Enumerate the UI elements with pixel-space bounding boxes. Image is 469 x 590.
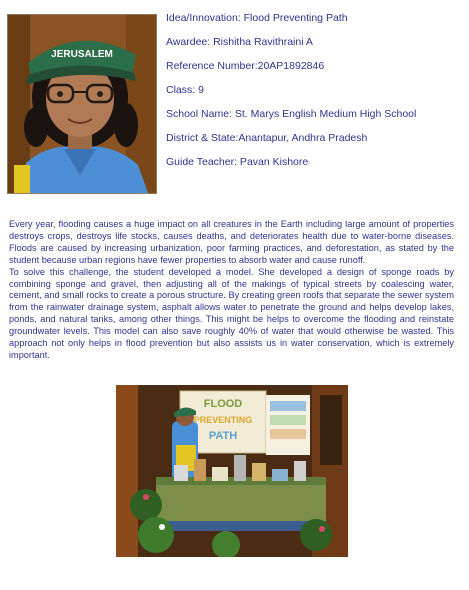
district-state: District & State:Anantapur, Andhra Pradesh [166, 132, 368, 144]
description-paragraph-1: Every year, flooding causes a huge impact on all creatures in the Earth including large amount of properties destroys crops, destroys life stocks, causes deaths, and deteriorates health due to water-borne diseases. Floods are caused by increasing urbanization, poor farming practices, and deforestation, as stated by the student because urban regions have fewer properties to absorb water and cause runoff. [9, 219, 454, 265]
cap-label [8, 15, 156, 193]
description [9, 219, 454, 362]
banner-line-3: PATH [208, 430, 238, 442]
idea-title: Idea/Innovation: Flood Preventing Path [166, 12, 348, 24]
guide-teacher: Guide Teacher: Pavan Kishore [166, 156, 309, 168]
awardee-info [166, 12, 466, 180]
model-photo [116, 385, 348, 557]
awardee-name: Awardee: Rishitha Ravithraini A [166, 36, 313, 48]
banner-line-2: PREVENTING [193, 415, 253, 425]
class-info: Class: 9 [166, 84, 204, 96]
school-name: School Name: St. Marys English Medium High School [166, 108, 417, 120]
banner-line-1: FLOOD [203, 398, 243, 410]
student-photo [7, 14, 157, 194]
banner-label [116, 385, 348, 557]
svg-text:JERUSALEM: JERUSALEM [51, 49, 113, 60]
description-paragraph-2: To solve this challenge, the student developed a model. She developed a design of sponge roads by combining sponge and gravel, then adjusting all of the makings of typical streets by coalescing water, cement, and small rocks to create a porous structure. By creating green roofs that separate the sewer system from the rainwater drainage system, asphalt allows water to penetrate the ground and helps develop lakes, ponds, and natural tanks, among other things. This might be helps to overcome the flooding and reinstate groundwater levels. This model can also save roughly 40% of water that would otherwise be wasted. This approach not only helps in flood prevention but also assists us in water conservation, which is extremely important. [9, 266, 454, 360]
reference-number: Reference Number:20AP1892846 [166, 60, 325, 72]
